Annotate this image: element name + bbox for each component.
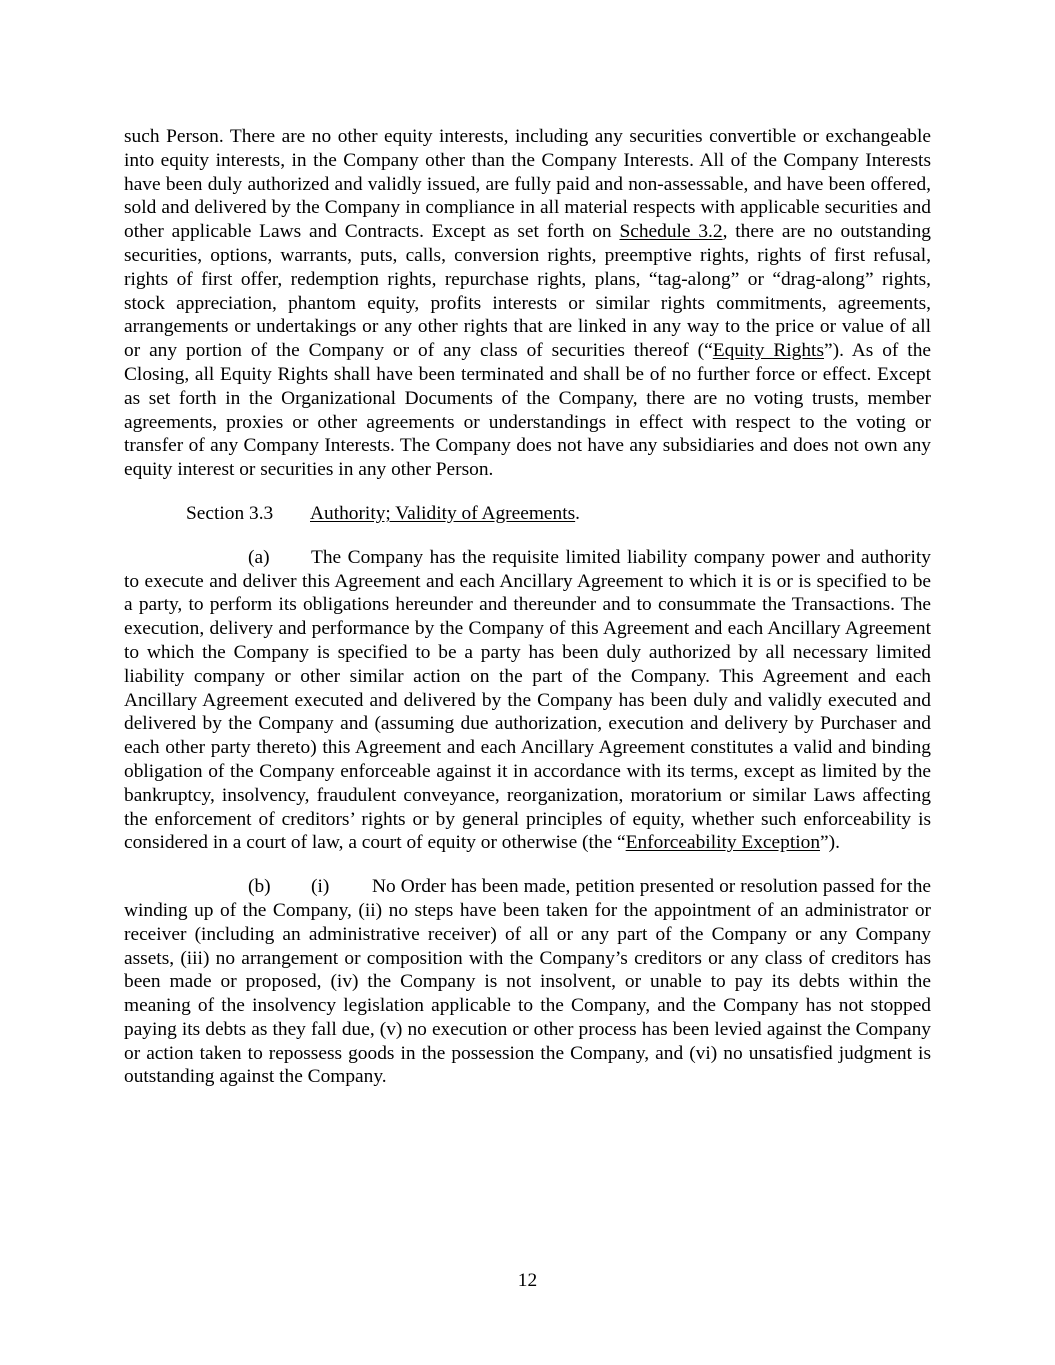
paragraph-text: such Person. There are no other equity interests, including any securities convertible or exchangeable into equity interests, in the Company other than the Company Interests. All of the Company Interests have been duly authorized and validly issued, are fully paid and non-assessable, and have been offered, sold and delivered by the Company in compliance in all material respects with applicable securities and other applicable Laws and Contracts. Except as set forth on [124, 126, 931, 243]
spacer [124, 526, 931, 546]
paragraph-b [124, 875, 931, 1089]
paragraph-label: (a) [248, 546, 270, 568]
paragraph-text: ”). As of the Closing, all Equity Rights shall have been terminated and shall be of no further force or effect. Except as set forth in the Organizational Documents of the Company, there are no voting trusts, member agreements, proxies or other agreements or understandings in effect with respect to the voting or transfer of any Company Interests. The Company does not have any subsidiaries and does not own any equity interest or securities in any other Person. [124, 340, 931, 481]
defined-term: Enforceability Exception [625, 832, 821, 854]
schedule-reference: Schedule 3.2 [619, 221, 723, 243]
defined-term: Equity Rights [712, 340, 824, 362]
paragraph-text: The Company has the requisite limited liability company power and authority to execute and deliver this Agreement and each Ancillary Agreement to which it is or is specified to be a party, to perform its obligations hereunder and thereunder and to consummate the Transactions. The execution, delivery and performance by the Company of this Agreement and each Ancillary Agreement to which the Company is specified to be a party has been duly authorized by all necessary limited liability company or other similar action on the part of the Company. This Agreement and each Ancillary Agreement executed and delivered by the Company has been duly and validly executed and delivered by the Company and (assuming due authorization, execution and delivery by Purchaser and each other party thereto) this Agreement and each Ancillary Agreement constitutes a valid and binding obligation of the Company enforceable against it in accordance with its terms, except as limited by the bankruptcy, insolvency, fraudulent conveyance, reorganization, moratorium or similar Laws affecting the enforcement of creditors’ rights or by general principles of equity, whether such enforceability is considered in a court of law, a court of equity or otherwise (the “ [124, 546, 931, 854]
paragraph-label: (b) [248, 876, 271, 898]
paragraph-a [124, 546, 931, 855]
paragraph-text: No Order has been made, petition presented or resolution passed for the winding up of the Company, (ii) no steps have been taken for the appointment of an administrator or receiver (including an administrative receiver) of all or any part of the Company or any Company assets, (iii) no arrangement or composition with the Company’s creditors or any class of creditors has been made or proposed, (iv) the Company is not insolvent, or unable to pay its debts within the meaning of the insolvency legislation applicable to the Company, and the Company has not stopped paying its debts as they fall due, (v) no execution or other process has been levied against the Company or action taken to repossess goods in the possession the Company, and (vi) no unsatisfied judgment is outstanding against the Company. [124, 876, 931, 1088]
section-number: Section 3.3 [186, 502, 274, 524]
paragraph-text: , there are no outstanding securities, options, warrants, puts, calls, conversion rights, preemptive rights, rights of first refusal, rights of first offer, redemption rights, repurchase rights, plans, “tag-along” or “drag-along” rights, stock appreciation, phantom equity, profits interests or similar rights commitments, agreements, arrangements or undertakings or any other rights that are linked in any way to the price or value of all or any portion of the Company or of any class of securities thereof (“ [124, 221, 932, 362]
section-title-period: . [575, 502, 581, 524]
paragraph-equity-interests [124, 125, 931, 482]
section-title: Authority; Validity of Agreements [310, 502, 576, 524]
spacer [124, 482, 931, 502]
spacer [124, 855, 931, 875]
section-heading [124, 502, 931, 526]
page-number: 12 [517, 1270, 538, 1291]
paragraph-text: ”). [820, 832, 840, 854]
subparagraph-label: (i) [311, 876, 330, 898]
document-page [124, 125, 931, 1089]
